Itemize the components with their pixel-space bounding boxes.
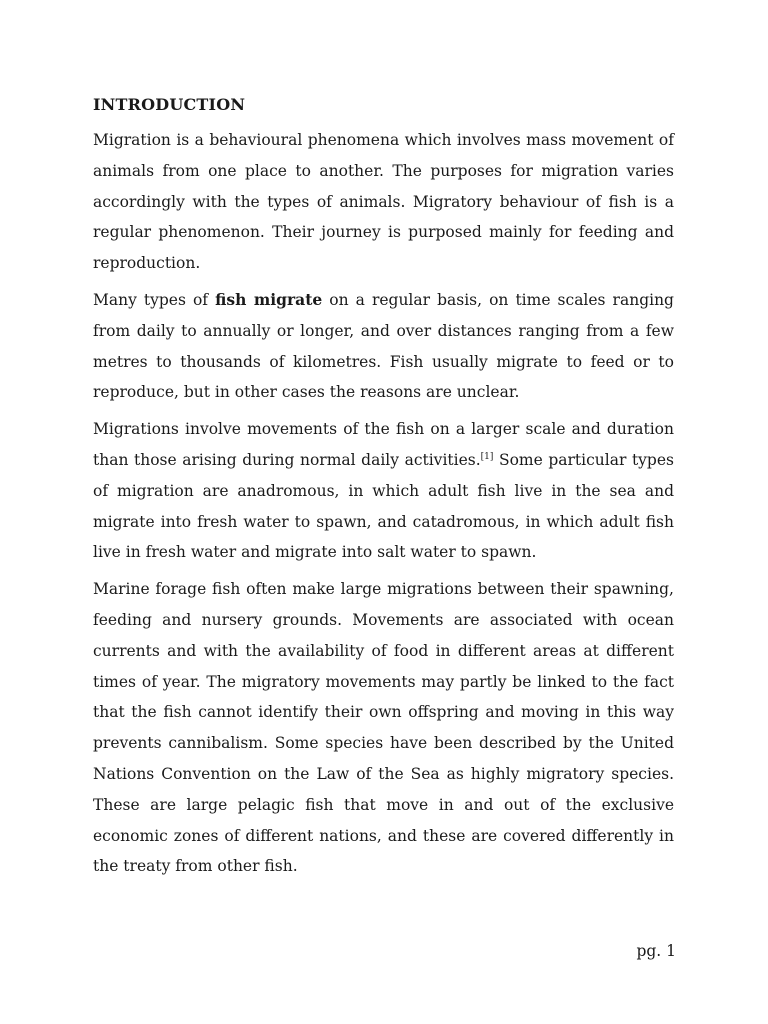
- paragraph-3-text-end: Some particular types of migration are anadromous, in which adult fish live in the sea and migrate into fresh water to spawn, and catadromous, in which adult fish live in fresh water and migrate into salt water to spawn.: [93, 450, 674, 562]
- document-body: [93, 94, 674, 888]
- paragraph-4-text: Marine forage fish often make large migrations between their spawning, feeding and nursery grounds. Movements are associated with ocean currents and with the availability of food in different areas at different times of year. The migratory movements may partly be linked to the fact that the fish cannot identify their own offspring and moving in this way prevents cannibalism. Some species have been described by the United Nations Convention on the Law of the Sea as highly migratory species. These are large pelagic fish that move in and out of the exclusive economic zones of different nations, and these are covered differently in the treaty from other fish.: [93, 580, 674, 876]
- paragraph-2: [93, 285, 674, 408]
- citation-reference: [1]: [480, 451, 494, 462]
- paragraph-2-text-end: on a regular basis, on time scales ranging from daily to annually or longer, and over distances ranging from a few metres to thousands of kilometres. Fish usually migrate to feed or to reproduce, but in other cases the reasons are unclear.: [93, 290, 674, 402]
- paragraph-1-text: Migration is a behavioural phenomena which involves mass movement of animals from one place to another. The purposes for migration varies accordingly with the types of animals. Migratory behaviour of fish is a regular phenomenon. Their journey is purposed mainly for feeding and reproduction.: [93, 131, 674, 273]
- paragraph-2-text-start: Many types of: [93, 290, 216, 309]
- paragraph-3: [93, 414, 674, 568]
- section-heading: INTRODUCTION: [93, 95, 246, 114]
- paragraph-3-text-start: Migrations involve movements of the fish on a larger scale and duration than those arising during normal daily activities.: [93, 420, 674, 469]
- paragraph-1: [93, 125, 674, 279]
- paragraph-4: [93, 574, 674, 882]
- page-number: pg. 1: [636, 942, 676, 960]
- fish-migrate-bold-term: fish migrate: [215, 289, 323, 309]
